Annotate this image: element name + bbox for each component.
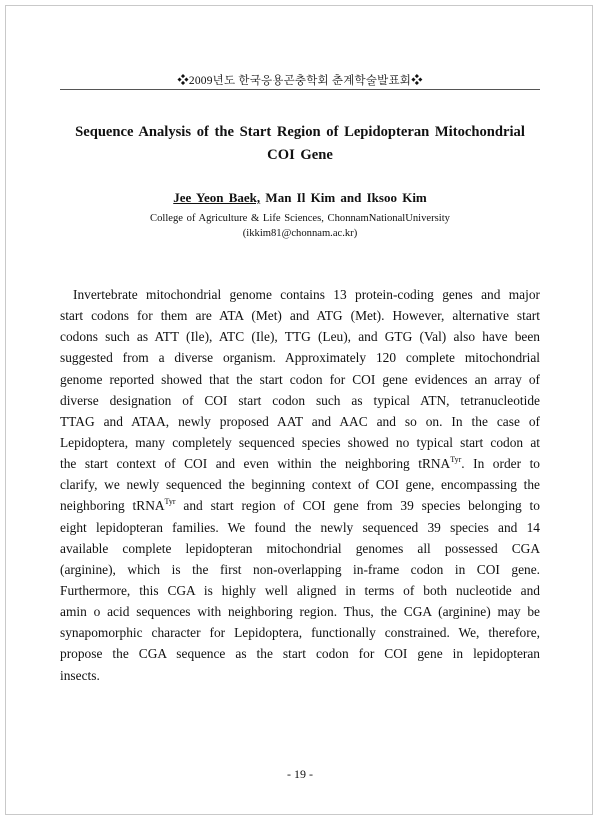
page-number: - 19 -	[287, 767, 313, 781]
abstract-line: Lepidoptera, many completely sequenced species showed no typical start codon at	[60, 434, 540, 450]
title-line-2: COI Gene	[267, 147, 333, 163]
abstract-line: synapomorphic character for Lepidoptera, functionally constrained. We, therefore,	[60, 625, 540, 641]
header-rule	[60, 89, 540, 90]
abstract-line: eight lepidopteran families. We found the newly sequenced 39 species and 14	[60, 519, 540, 535]
abstract-line	[60, 495, 540, 516]
abstract-line: (arginine), which is the first non-overlapping in-frame codon in COI gene.	[60, 561, 540, 577]
first-author: Jee Yeon Baek,	[173, 190, 261, 205]
other-authors: Man Il Kim and Iksoo Kim	[260, 190, 427, 205]
affiliation	[0, 211, 600, 241]
institution: College of Agriculture & Life Sciences, ChonnamNationalUniversity	[150, 213, 450, 224]
abstract-line: propose the CGA sequence as the start codon for COI gene in lepidopteran	[60, 646, 540, 662]
contact-email: (ikkim81@chonnam.ac.kr)	[242, 228, 358, 239]
abstract-line: diverse designation of COI start codon such as typical ATN, tetranucleotide	[60, 392, 540, 408]
abstract-line: Furthermore, this CGA is highly well aligned in terms of both nucleotide and	[60, 582, 540, 598]
abstract-text: neighboring tRNA	[60, 498, 165, 514]
author-list	[0, 190, 600, 206]
abstract-line: TTAG and ATAA, newly proposed AAT and AAC and so on. In the case of	[60, 413, 540, 429]
abstract-line: Invertebrate mitochondrial genome contains 13 protein-coding genes and major	[73, 287, 540, 302]
conference-header: ❖2009년도 한국응용곤충학회 춘계학술발표회❖	[177, 75, 423, 87]
abstract-line: genome reported showed that the start codon for COI gene evidences an array of	[60, 371, 540, 387]
superscript-tyr: Tyr	[164, 497, 176, 507]
abstract-body	[60, 284, 540, 686]
abstract-line: start codons for them are ATA (Met) and ATG (Met). However, alternative start	[60, 308, 540, 324]
abstract-line: codons such as ATT (Ile), ATC (Ile), TTG (Leu), and GTG (Val) also have been	[60, 329, 540, 345]
abstract-line: available complete lepidopteran mitochondrial genomes all possessed CGA	[60, 540, 540, 556]
abstract-line	[60, 453, 540, 474]
abstract-text: . In order to	[461, 456, 540, 472]
title-line-1: Sequence Analysis of the Start Region of Lepidopteran Mitochondrial	[75, 124, 525, 140]
superscript-tyr: Tyr	[450, 455, 462, 465]
abstract-text: the start context of COI and even within the neighboring tRNA	[60, 456, 451, 472]
abstract-line: insects.	[60, 667, 100, 683]
abstract-text: and start region of COI gene from 39 species belonging to	[175, 498, 540, 514]
paper-title	[60, 121, 540, 167]
abstract-line: amin o acid sequences with neighboring region. Thus, the CGA (arginine) may be	[60, 604, 540, 620]
abstract-line: clarify, we newly sequenced the beginning context of COI gene, encompassing the	[60, 477, 540, 493]
abstract-line: suggested from a diverse organism. Approximately 120 complete mitochondrial	[60, 350, 540, 366]
